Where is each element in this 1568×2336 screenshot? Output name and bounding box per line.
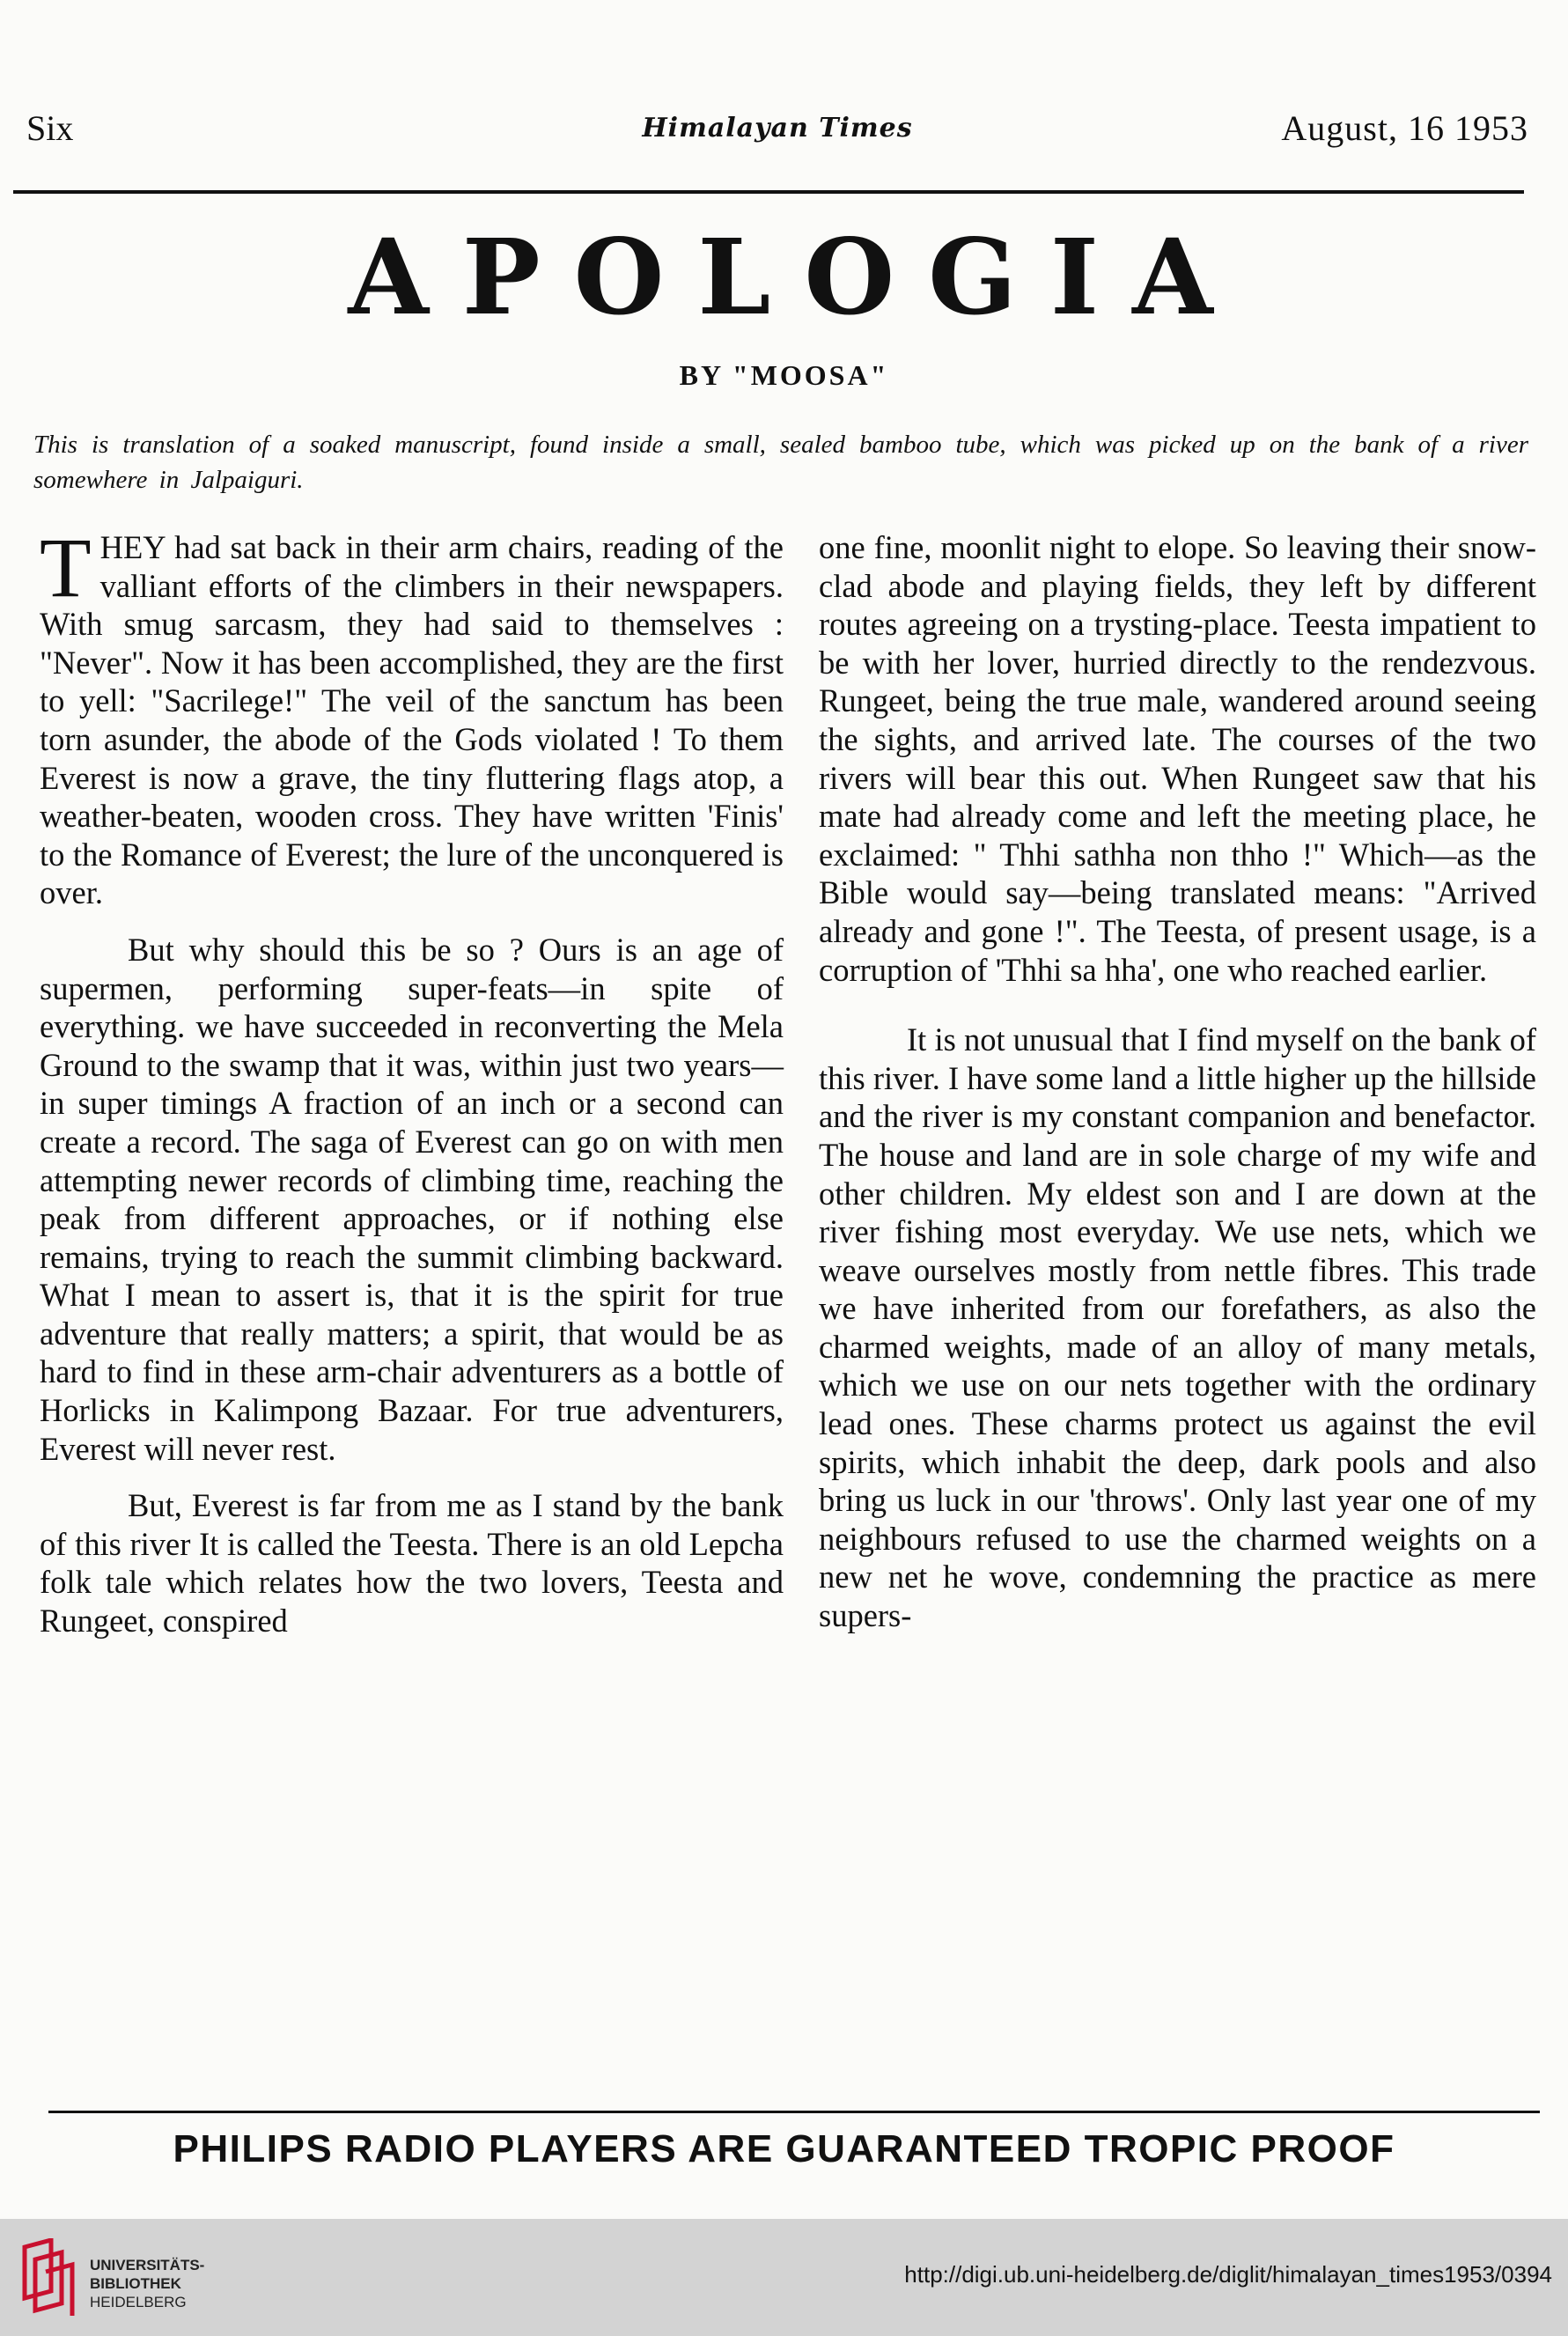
article-title: APOLOGIA — [348, 216, 1247, 338]
paragraph: But why should this be so ? Ours is an age of supermen, performing super-feats—in spite of everything. we have succeeded in reconverting the Mela Ground to the swamp that it was, within just two years—in super timings A fraction of an inch or a second can create a record. The saga of Everest can go on with men attempting newer records of climbing time, reaching the peak from different approaches, or if nothing else remains, trying to reach the summit climbing backward. What I mean to assert is, that it is the spirit for true adventure that really matters; a spirit, that would be as hard to find in these arm-chair adventurers as a bottle of Horlicks in Kalimpong Bazaar. For true adventurers, Everest will never rest. — [40, 931, 784, 1467]
advertisement-banner: PHILIPS RADIO PLAYERS ARE GUARANTEED TROPIC PROOF — [173, 2127, 1395, 2170]
paragraph: one fine, moonlit night to elope. So leaving their snow-clad abode and playing fields, they left by different routes agreeing on a trysting-place. Teesta impatient to be with her lover, hurried directly to the rendezvous. Rungeet, being the true male, wandered around seeing the sights, and arrived late. The courses of the two rivers will bear this out. When Rungeet saw that his mate had already come and left the meeting place, he exclaimed: " Thhi sathha non thho !" Which—as the Bible would say—being translated means: "Arrived already and gone !". The Teesta, of present usage, is a corruption of 'Thhi sa hha', one who reached earlier. — [819, 529, 1536, 988]
drop-cap: T — [40, 520, 92, 615]
library-name: UNIVERSITÄTS- BIBLIOTHEK HEIDELBERG — [90, 2257, 205, 2310]
advert-rule — [48, 2111, 1540, 2113]
article-column-2 — [819, 528, 1536, 1635]
article-byline: BY "MOOSA" — [679, 359, 889, 391]
page-label: Six — [26, 108, 74, 148]
issue-date: August, 16 1953 — [1281, 108, 1528, 148]
page-header — [26, 107, 1528, 160]
paragraph: But, Everest is far from me as I stand by the bank of this river It is called the Teesta. There is an old Lepcha folk tale which relates how the two lovers, Teesta and Rungeet, conspired — [40, 1487, 784, 1640]
article-intro: This is translation of a soaked manuscript, found inside a small, sealed bamboo tube, which was picked up on the bank of a river somewhere in Jalpaiguri. — [33, 431, 1528, 494]
article-column-1 — [40, 520, 784, 1640]
library-logo-icon — [16, 2238, 77, 2318]
paragraph: It is not unusual that I find myself on the bank of this river. I have some land a little higher up the hillside and the river is my constant companion and benefactor. The house and land are in sole charge of my wife and other children. My eldest son and I are down at the river fishing most everyday. We use nets, which we weave ourselves mostly from nettle fibres. This trade we have inherited from our forefathers, as also the charmed weights, made of an alloy of many metals, which we use on our nets together with the ordinary lead ones. These charms protect us against the evil spirits, which inhabit the deep, dark pools and also bring us luck in our 'throws'. Only last year one of my neighbours refused to use the charmed weights on a new net he wove, condemning the practice as mere supers- — [819, 1021, 1536, 1634]
source-url-link[interactable]: http://digi.ub.uni-heidelberg.de/diglit/himalayan_times1953/0394 — [904, 2261, 1552, 2288]
header-rule — [13, 190, 1524, 194]
paragraph: THEY had sat back in their arm chairs, reading of the valliant efforts of the climbers in their newspapers. With smug sarcasm, they had said to themselves : "Never". Now it has been accomplished, they are the first to yell: "Sacrilege!" The veil of the sanctum has been torn asunder, the abode of the Gods violated ! To them Everest is now a grave, the tiny fluttering flags atop, a weather-beaten, wooden cross. They have written 'Finis' to the Romance of Everest; the lure of the unconquered is over. — [40, 520, 784, 911]
digitization-footer — [0, 2219, 1568, 2336]
masthead: Himalayan Times — [642, 113, 913, 144]
